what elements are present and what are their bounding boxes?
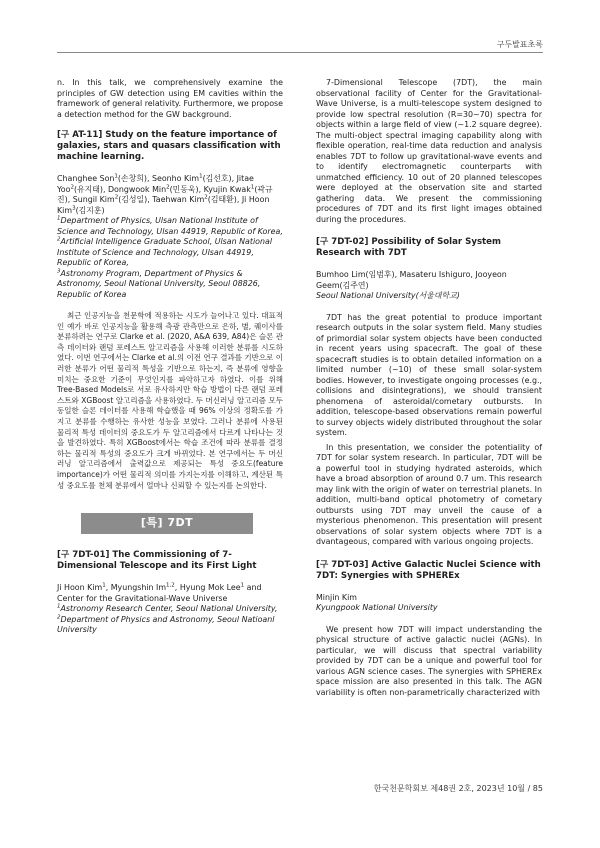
abstract-title-7dt03: [구 7DT-03] Active Galactic Nuclei Science with 7DT: Synergies with SPHEREx xyxy=(316,559,541,581)
left-column xyxy=(57,78,283,636)
affiliation-1: $^1$Department of Physics, Ulsan National Institute of Science and Technology, Ulsan 44919, Republic of Korea, xyxy=(57,215,283,236)
abstract-body-7dt01: 7-Dimensional Telescope (7DT), the main observational facility of Center for the Gravitational-Wave Universe, is a multi-telescope system designed to provide low spectral resolution (R=30~70) spectra for objects within a large field of view (~1.2 square degree). The multi-object spectral imaging capability along with flexible operation, real-time data reduction and analysis enables 7DT to follow up gravitational-wave events and to identify electromagnetic counterparts with unmatched efficiency. 10 out of 20 planned telescopes were deployed at the observation site and started gathering data. We present the commissioning procedures of 7DT and its first light images obtained during the procedures. xyxy=(316,78,542,224)
abstract-body-at11: 최근 인공지능을 천문학에 적용하는 시도가 늘어나고 있다. 대표적인 예가 바로 인공지능을 활용해 측광 관측만으로 은하, 별, 퀘이사를 분류하려는 연구로 Clarke et al. (2020, A&A 639, A84)은 슬론 관측 데이터와 랜덤 포레스트 알고리즘을 사용해 이러한 분류를 시도하였다. 이번 연구에서는 Clarke et al.의 이전 연구 결과를 기반으로 이러한 분류가 어떤 물리적 특성을 기반으로 하는지, 즉 분류에 영향을 미치는 중요한 기준이 무엇인지를 파악하고자 하였다. 이를 위해 Tree-Based Models로 서로 유사하지만 학습 방법이 다른 랜덤 포레스트와 XGBoost 알고리즘을 사용하였다. 두 머신러닝 알고리즘 모두 동일한 슬론 데이터를 사용해 학습했을 때 96% 이상의 정확도를 가지고 분류를 수행하는 유사한 성능을 보였다. 그러나 분류에 사용된 물리적 특성 데이터의 중요도가 두 알고리즘에서 다르게 나타나는 것을 발견하였다. 특히 XGBoost에서는 학습 조건에 따라 분류를 결정하는 물리적 특성의 중요도가 크게 바뀌었다. 본 연구에서는 두 머신러닝 알고리즘에서 출력값으로 제공되는 특성 중요도(feature importance)가 어떤 물리적 의미를 가지는지를 이해하고, 계산된 특성 중요도를 천체 분류에서 얼마나 신뢰할 수 있는지를 논의한다. xyxy=(57,311,283,490)
affiliation-2: $^2$Artificial Intelligence Graduate School, Ulsan National Institute of Science and Technology, Ulsan 44919, Republic of Korea, xyxy=(57,236,273,267)
intro-paragraph: n. In this talk, we comprehensively examine the principles of GW detection using EM cavities within the framework of general relativity. Furthermore, we propose a detection method for the GW background. xyxy=(57,78,283,119)
affiliation-7dt01-2: $^2$Department of Physics and Astronomy, Seoul Natioanl University xyxy=(57,613,275,635)
affiliation-7dt02: Seoul National University(서울대학교) xyxy=(316,291,460,300)
abstract-title-at11: [구 AT-11] Study on the feature importance of galaxies, stars and quasars classification with machine learning. xyxy=(57,130,281,162)
affiliation-7dt01-1: $^1$Astronomy Research Center, Seoul National University, xyxy=(57,603,278,614)
section-banner-7dt: [특] 7DT xyxy=(81,513,253,534)
abstract-title-7dt02: [구 7DT-02] Possibility of Solar System Research with 7DT xyxy=(316,237,501,258)
page-footer: 한국천문학회보 제48권 2호, 2023년 10월 / 85 xyxy=(373,784,543,793)
right-column xyxy=(316,78,542,698)
abstract-title-7dt01: [구 7DT-01] The Commissioning of 7-Dimensional Telescope and its First Light xyxy=(57,550,257,572)
abstract-body-7dt02-p2: In this presentation, we consider the potentiality of 7DT for solar system research. In particular, 7DT will be a powerful tool in studying hydrated asteroids, which have a broad absorption of around 0.7 um. This research may link with the origin of water on terrestrial planets. In addition, multi-band optical photometry of cometary outbursts using 7DT may unveil the cause of a mysterious phenomenon. This presentation will present observations of solar system objects where 7DT is a dvantageous, compared with various ongoing projects. xyxy=(316,442,542,546)
author-list-at11: Changhee Son$^1$(손창희), Seonho Kim$^1$(김선호), Jitae Yoo$^2$(유지태), Dongwook Min$^2$(민동욱), Kyujin Kwak$^1$(곽규진), Sungil Kim$^2$(김성일), Taehwan Kim$^2$(김태환), Ji Hoon Kim$^3$(김지훈) xyxy=(57,173,273,215)
affiliation-3: $^3$Astronomy Program, Department of Physics & Astronomy, Seoul National University, Seoul 08826, Republic of Korea xyxy=(57,267,261,299)
abstract-body-7dt03: We present how 7DT will impact understanding the physical structure of active galactic nuclei (AGNs). In particular, we will discuss that spectral variability provided by 7DT can be a unique and powerful tool for various AGN science cases. The synergies with SPHEREx space mission are also presented in this talk. The AGN variability is often non-parametrically characterized with xyxy=(316,624,542,697)
affiliation-7dt03: Kyungpook National University xyxy=(316,603,438,612)
author-list-7dt01: Ji Hoon Kim$^1$, Myungshin Im$^{1,2}$, Hyung Mok Lee$^1$ and Center for the Gravitational-Wave Universe xyxy=(57,582,262,603)
running-header: 구두발표초록 xyxy=(496,40,543,49)
abstract-body-7dt02-p1: 7DT has the great potential to produce important research outputs in the solar system field. Many studies of primordial solar system objects have been conducted in recent years using spacecraft. The goal of these spacecraft studies is to obtain detailed information on a limited number (~10) of these small solar-system bodies. However, to investigate ongoing processes (e.g., collisions and disintegrations), we should transient phenomena of asteroidal/cometary outbursts. In addition, telescope-based observations remain powerful to survey objects widely distributed throughout the solar system. xyxy=(316,312,542,437)
header-divider xyxy=(57,52,543,53)
author-list-7dt03: Minjin Kim xyxy=(316,592,357,602)
author-list-7dt02: Bumhoo Lim(임범후), Masateru Ishiguro, Jooyeon Geem(김주연) xyxy=(316,270,507,290)
